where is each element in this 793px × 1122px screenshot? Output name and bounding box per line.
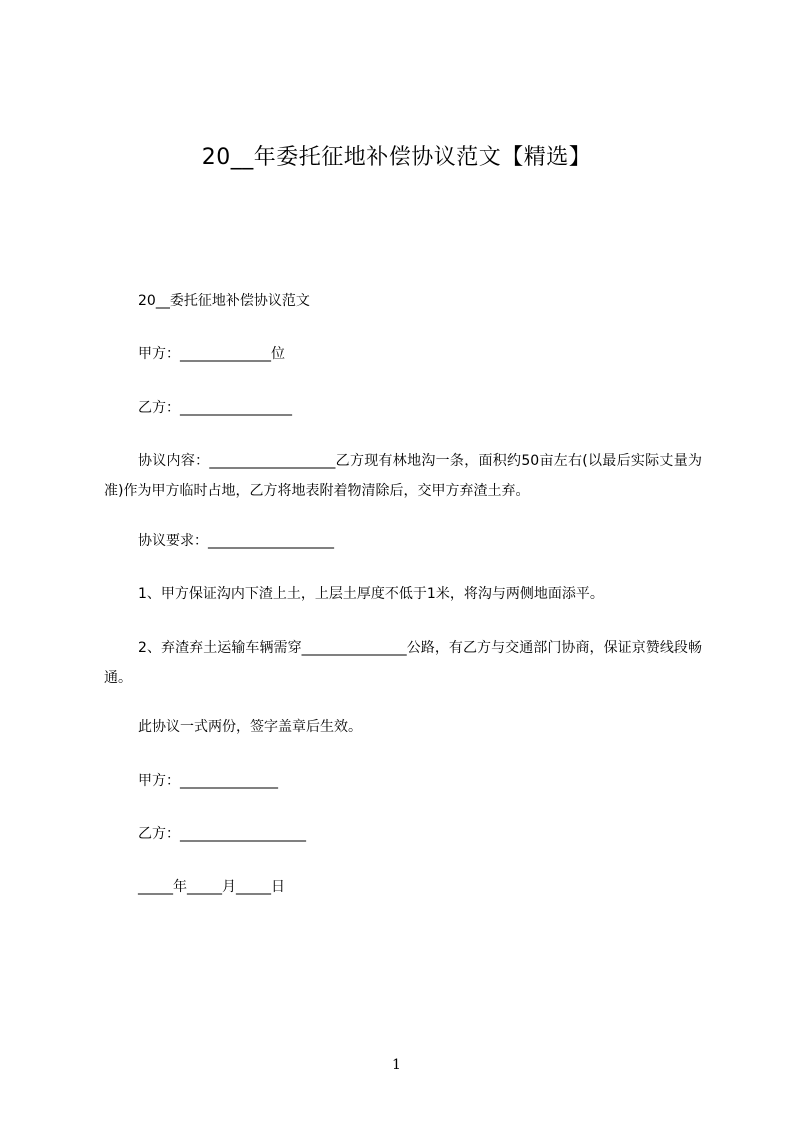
requirement-item-1: 1、甲方保证沟内下渣上土，上层土厚度不低于1米，将沟与两侧地面添平。 bbox=[138, 586, 604, 602]
requirement-item-2: 2、弃渣弃土运输车辆需穿_______________公路，有乙方与交通部门协商，保证京赞线段畅通。 bbox=[104, 640, 702, 686]
signature-date: _____年_____月_____日 bbox=[138, 879, 285, 895]
party-b-line: 乙方：________________ bbox=[138, 400, 292, 416]
document-title: 20__年委托征地补偿协议范文【精选】 bbox=[201, 145, 592, 170]
agreement-requirements-line: 协议要求：__________________ bbox=[138, 533, 334, 549]
party-a-line: 甲方：_____________位 bbox=[138, 346, 285, 362]
document-subtitle: 20__委托征地补偿协议范文 bbox=[138, 293, 310, 309]
page-number: 1 bbox=[392, 1057, 401, 1073]
signature-party-b: 乙方：__________________ bbox=[138, 826, 306, 842]
signature-party-a: 甲方：______________ bbox=[138, 773, 278, 789]
effect-statement: 此协议一式两份，签字盖章后生效。 bbox=[138, 719, 362, 735]
agreement-content-paragraph: 协议内容：__________________乙方现有林地沟一条，面积约50亩左右(以最后实际丈量为准)作为甲方临时占地，乙方将地表附着物清除后，交甲方弃渣土弃。 bbox=[104, 453, 702, 499]
